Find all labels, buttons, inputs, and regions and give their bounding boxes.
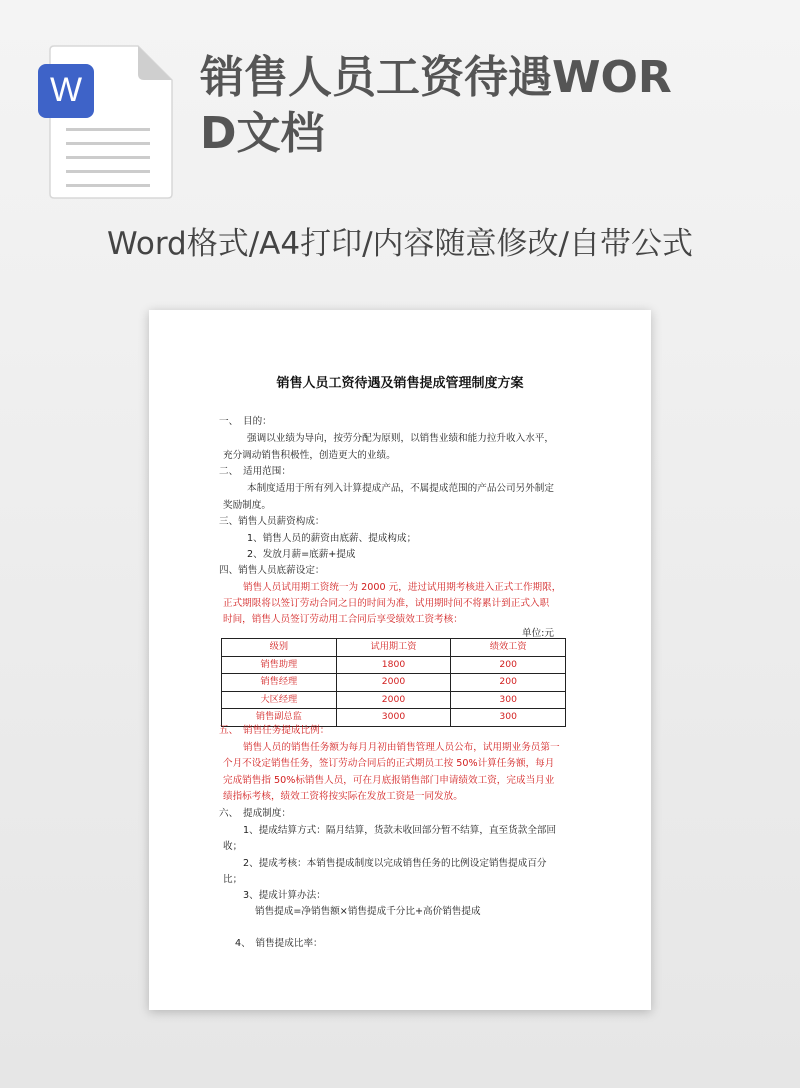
table-cell: 1800	[336, 656, 451, 674]
section-1-heading: 一、 目的：	[219, 416, 272, 427]
unit-label: 单位:元	[522, 628, 555, 639]
table-cell: 300	[451, 691, 566, 709]
table-header-row	[222, 639, 566, 657]
table-header-cell: 试用期工资	[336, 639, 451, 657]
table-header-cell: 绩效工资	[451, 639, 566, 657]
table-cell: 销售助理	[222, 656, 337, 674]
section-2-heading: 二、 适用范围：	[219, 466, 291, 477]
document-page	[149, 310, 651, 1010]
table-cell: 2000	[336, 691, 451, 709]
section-6-heading: 六、 提成制度：	[219, 808, 291, 819]
paragraph-line: 销售人员试用期工资统一为 2000 元，进过试用期考核进入正式工作期限，	[243, 582, 562, 593]
paragraph-line: 奖励制度。	[223, 500, 271, 511]
table-cell: 销售副总监	[222, 709, 337, 727]
word-badge-letter: W	[49, 71, 83, 109]
paragraph-line: 完成销售指 50%标销售人员，可在月底报销售部门申请绩效工资，完成当月业	[223, 775, 555, 786]
paragraph-line: 时间，销售人员签订劳动用工合同后享受绩效工资考核：	[223, 614, 463, 625]
table-cell: 2000	[336, 674, 451, 692]
paragraph-line: 强调以业绩为导向，按劳分配为原则，以销售业绩和能力拉升收入水平，	[247, 433, 554, 444]
paragraph-line: 销售人员的销售任务额为每月月初由销售管理人员公布，试用期业务员第一	[243, 742, 560, 753]
section-3-heading: 三、销售人员薪资构成：	[219, 516, 325, 527]
document-title: 销售人员工资待遇及销售提成管理制度方案	[276, 376, 524, 391]
section-5-heading: 五、 销售任务提成比例：	[219, 725, 330, 736]
section-4-heading: 四、销售人员底薪设定：	[219, 565, 325, 576]
salary-table	[221, 638, 566, 727]
table-header-cell: 级别	[222, 639, 337, 657]
table-row	[222, 691, 566, 709]
paragraph-line: 个月不设定销售任务，签订劳动合同后的正式期员工按 50%计算任务额，每月	[223, 758, 555, 769]
table-cell: 200	[451, 674, 566, 692]
table-cell: 销售经理	[222, 674, 337, 692]
paragraph-line: 充分调动销售积极性，创造更大的业绩。	[223, 450, 396, 461]
table-row	[222, 674, 566, 692]
list-item: 2、发放月薪=底薪+提成	[247, 549, 356, 560]
list-item: 1、销售人员的薪资由底薪、提成构成；	[247, 533, 417, 544]
table-cell: 200	[451, 656, 566, 674]
table-cell: 3000	[336, 709, 451, 727]
list-item: 4、 销售提成比率：	[235, 938, 323, 949]
list-item: 2、提成考核：本销售提成制度以完成销售任务的比例设定销售提成百分	[243, 858, 547, 869]
list-item: 1、提成结算方式：隔月结算，货款未收回部分暂不结算，直至货款全部回	[243, 825, 557, 836]
list-item: 3、提成计算办法：	[243, 890, 326, 901]
paragraph-line: 绩指标考核，绩效工资将按实际在发放工资是一同发放。	[223, 791, 463, 802]
paragraph-line: 比；	[223, 874, 243, 885]
paragraph-line: 收；	[223, 841, 243, 852]
formula-line: 销售提成=净销售额×销售提成千分比+高价销售提成	[255, 906, 481, 917]
table-cell: 300	[451, 709, 566, 727]
word-document-icon	[38, 44, 174, 200]
table-row	[222, 656, 566, 674]
paragraph-line: 正式期限将以签订劳动合同之日的时间为准，试用期时间不将累计到正式入职	[223, 598, 550, 609]
page-title: 销售人员工资待遇WORD文档	[200, 52, 672, 159]
table-cell: 大区经理	[222, 691, 337, 709]
page-subtitle: Word格式/A4打印/内容随意修改/自带公式	[107, 226, 693, 262]
paragraph-line: 本制度适用于所有列入计算提成产品，不属提成范围的产品公司另外制定	[247, 483, 554, 494]
